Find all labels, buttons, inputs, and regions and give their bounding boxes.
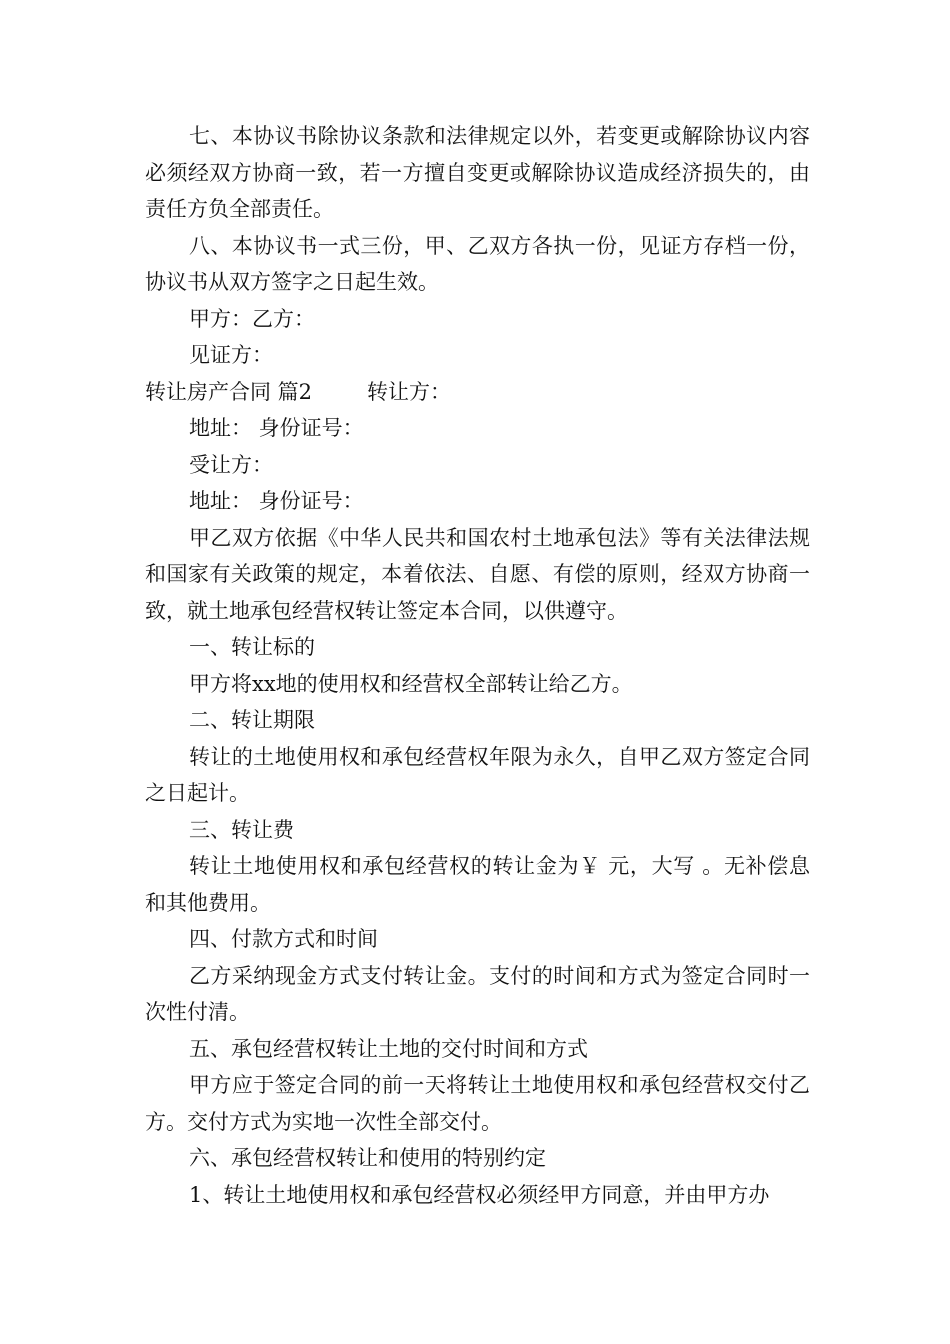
article-six-item-one: 1、转让土地使用权和承包经营权必须经甲方同意，并由甲方办 — [189, 1182, 770, 1207]
article-five-body: 甲方应于签定合同的前一天将转让土地使用权和承包经营权交付乙方。交付方式为实地一次性全部交付。 — [145, 1073, 810, 1134]
article-four-heading: 四、付款方式和时间 — [189, 927, 378, 951]
article-five-heading: 五、承包经营权转让土地的交付时间和方式 — [189, 1036, 588, 1061]
article-three-body: 转让土地使用权和承包经营权的转让金为￥ 元，大写 。无补偿息和其他费用。 — [145, 854, 810, 915]
section-heading — [145, 374, 810, 411]
preamble: 甲乙双方依据《中华人民共和国农村土地承包法》等有关法律法规和国家有关政策的规定，本着依法、自愿、有偿的原则，经双方协商一致，就土地承包经营权转让签定本合同，以供遵守。 — [145, 525, 810, 623]
signature-parties: 甲方：乙方： — [189, 306, 315, 331]
document-body — [145, 118, 810, 1213]
article-one-body: 甲方将xx地的使用权和经营权全部转让给乙方。 — [189, 671, 633, 696]
article-one-heading: 一、转让标的 — [189, 635, 315, 659]
transferor-address: 地址： 身份证号： — [189, 416, 364, 440]
section-title: 转让房产合同 篇2 — [145, 379, 313, 404]
article-two-heading: 二、转让期限 — [189, 708, 315, 732]
clause-seven: 七、本协议书除协议条款和法律规定以外，若变更或解除协议内容必须经双方协商一致，若一方擅自变更或解除协议造成经济损失的，由责任方负全部责任。 — [145, 124, 810, 221]
transferee-label: 受让方： — [189, 452, 273, 477]
signature-witness: 见证方： — [189, 343, 273, 367]
article-two-body: 转让的土地使用权和承包经营权年限为永久，自甲乙双方签定合同之日起计。 — [145, 744, 810, 805]
transferor-label: 转让方： — [367, 379, 451, 404]
clause-eight: 八、本协议书一式三份，甲、乙双方各执一份，见证方存档一份，协议书从双方签字之日起生效。 — [145, 233, 810, 294]
transferee-address: 地址： 身份证号： — [189, 489, 364, 513]
article-three-heading: 三、转让费 — [189, 817, 294, 842]
article-six-heading: 六、承包经营权转让和使用的特别约定 — [189, 1146, 546, 1170]
article-four-body: 乙方采纳现金方式支付转让金。支付的时间和方式为签定合同时一次性付清。 — [145, 963, 810, 1024]
